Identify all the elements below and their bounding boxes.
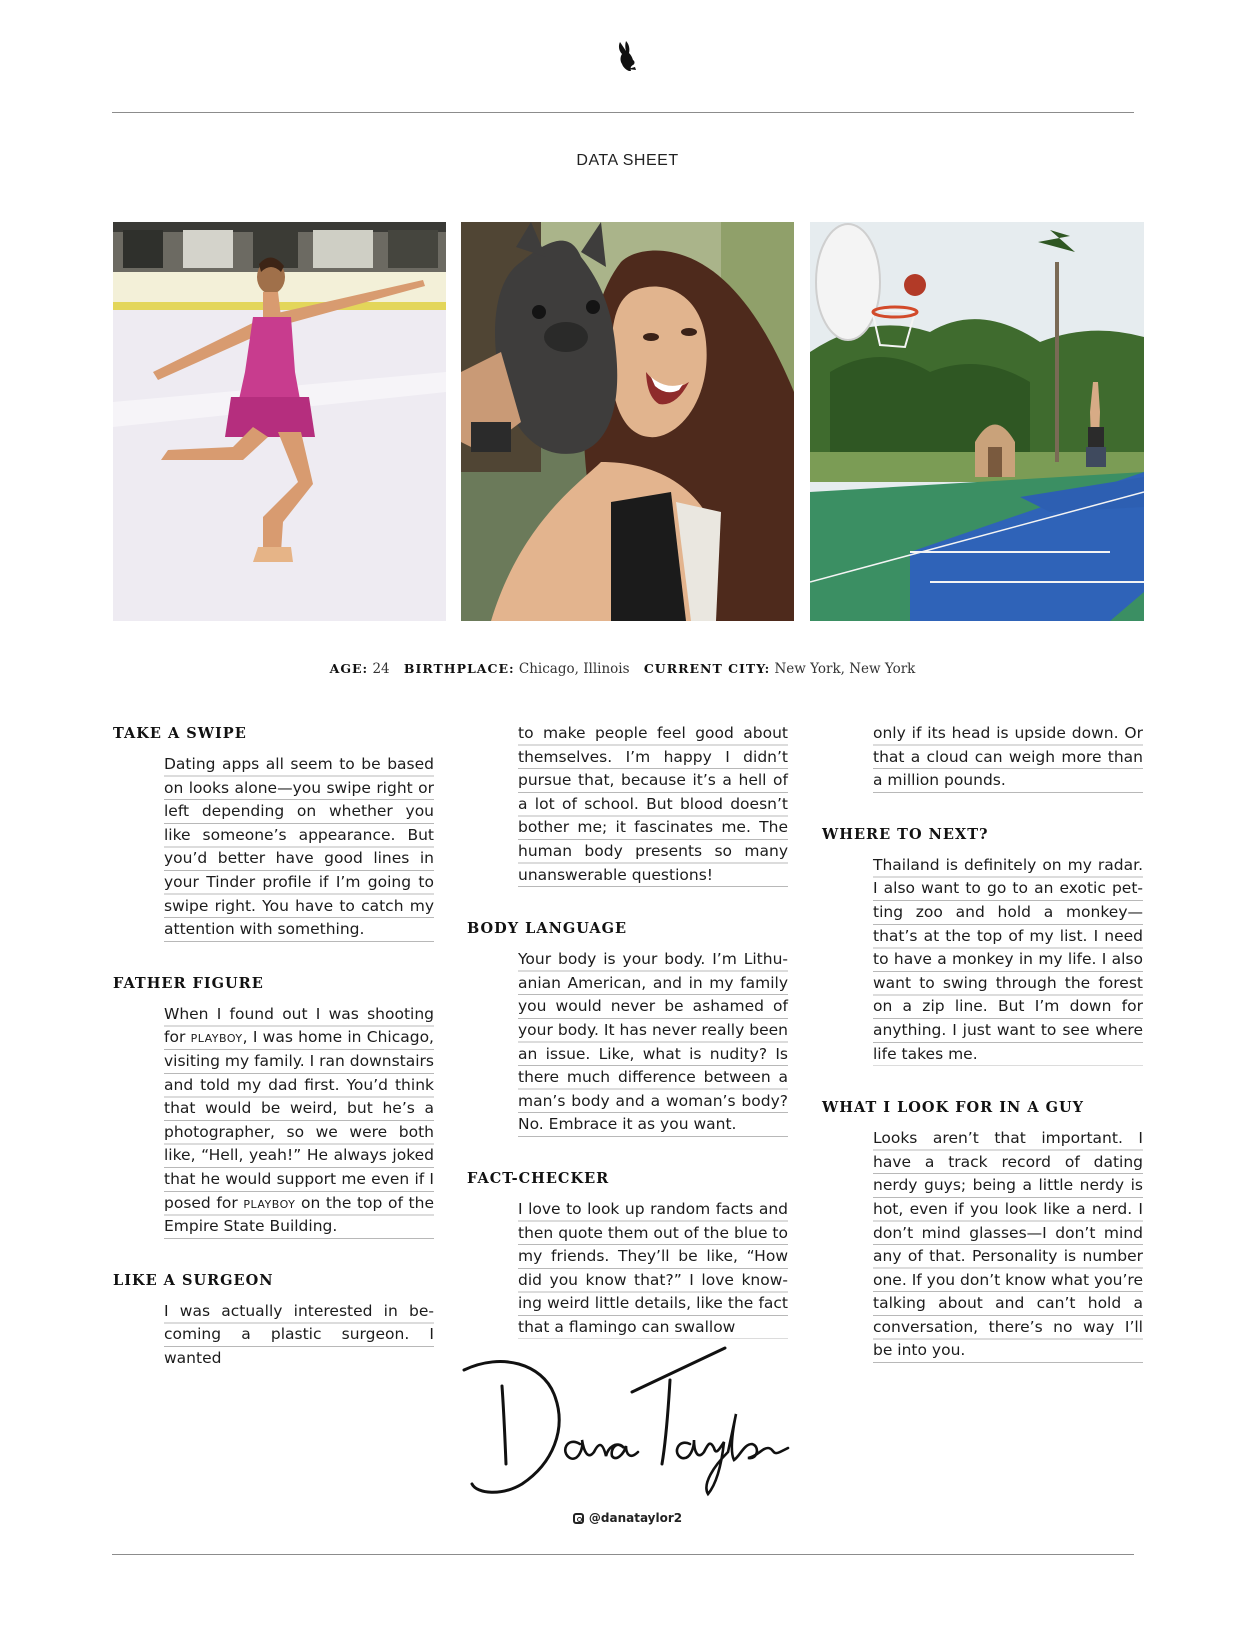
- birthplace-value: Chicago, Illinois: [518, 661, 630, 677]
- heading-take-a-swipe: TAKE A SWIPE: [113, 725, 247, 742]
- photo-figure-skater: [113, 222, 446, 621]
- body-father-figure: [164, 1003, 434, 1239]
- column-3: [822, 722, 1162, 1393]
- top-rule: [112, 112, 1134, 113]
- bottom-rule: [112, 1554, 1134, 1555]
- heading-fact-checker: FACT-CHECKER: [467, 1169, 610, 1187]
- heading-father-figure: FATHER FIGURE: [113, 974, 264, 992]
- heading-body-language: BODY LANGUAGE: [467, 920, 628, 938]
- heading-like-a-surgeon: LIKE A SURGEON: [113, 1271, 274, 1289]
- social-handle: [0, 1511, 1255, 1525]
- father-figure-text-1: When I found out I was shooting for: [164, 1004, 434, 1047]
- age-label: AGE:: [329, 661, 369, 676]
- stats-line: [0, 661, 1255, 677]
- body-body-language: Your body is your body. I’m Lithuanian American, and in my family you would never be ashamed of your body. It has never really been an issue. Like, what is nudity? Is there much difference between a man’s body and a woman’s body? No. Embrace it as you want.: [518, 948, 788, 1137]
- photo-basketball-court: [810, 222, 1144, 621]
- section-title: DATA SHEET: [576, 152, 679, 169]
- body-fact-checker-part-2: only if its head is upside down. Or that a cloud can weigh more than a million pounds.: [873, 722, 1143, 793]
- current-city-value: New York, New York: [774, 661, 916, 677]
- current-city-label: CURRENT CITY:: [643, 661, 771, 676]
- column-1: [113, 722, 453, 1400]
- column-2: [467, 722, 807, 1369]
- body-where-to-next: Thailand is definitely on my radar. I also want to go to an exotic petting zoo and hold a monkey—that’s at the top of my list. I need to have a monkey in my life. I also want to swing through the forest on a zip line. But I’m down for anything. I just want to see where life takes me.: [873, 854, 1143, 1066]
- handwritten-signature: [462, 1344, 792, 1504]
- body-like-a-surgeon-part-2: to make people feel good about themselves. I’m happy I didn’t pursue that, because it’s a hell of a lot of school. But blood doesn’t bother me; it fascinates me. The human body presents so many unanswerable questions!: [518, 722, 788, 887]
- father-figure-text-2: , I was home in Chicago, visiting my family. I ran downstairs and told my dad first. You’d think that would be weird, but he’s a photographer, so we were both like, “Hell, yeah!” He always joked that he would support me even if I posed for: [164, 1028, 434, 1212]
- body-take-a-swipe: Dating apps all seem to be based on looks alone—you swipe right or left depending on whether you like someone’s appearance. But you’d better have good lines in your Tinder profile if I’m going to swipe right. You have to catch my attention with something.: [164, 753, 434, 942]
- birthplace-label: BIRTHPLACE:: [403, 661, 515, 676]
- rabbit-head-logo-icon: [614, 40, 640, 72]
- body-fact-checker-part-1: I love to look up random facts and then quote them out of the blue to my friends. They’ll be like, “How did you know that?” I love knowing weird little details, like the fact that a flamingo can swallow: [518, 1198, 788, 1340]
- heading-where-to-next: WHERE TO NEXT?: [822, 825, 989, 843]
- brand-name: playboy: [243, 1193, 296, 1212]
- photo-woman-with-dog: [461, 222, 794, 621]
- instagram-icon: [573, 1513, 584, 1524]
- father-figure-text-3: on the top of the Empire State Building.: [164, 1193, 434, 1236]
- signature-text: Dana Taylor: [462, 1344, 468, 1345]
- instagram-handle[interactable]: @danataylor2: [588, 1511, 683, 1525]
- brand-name: playboy: [190, 1028, 243, 1047]
- body-like-a-surgeon-part-1: I was actually interested in becoming a plastic surgeon. I wanted: [164, 1300, 434, 1371]
- body-what-i-look-for: Looks aren’t that important. I have a track record of dating nerdy guys; being a little nerdy is hot, even if you look like a nerd. I don’t mind glasses—I don’t mind any of that. Personality is number one. If you don’t know what you’re talking about and can’t hold a conversation, there’s no way I’ll be into you.: [873, 1127, 1143, 1363]
- age-value: 24: [372, 661, 390, 677]
- heading-what-i-look-for: WHAT I LOOK FOR IN A GUY: [822, 1099, 1085, 1117]
